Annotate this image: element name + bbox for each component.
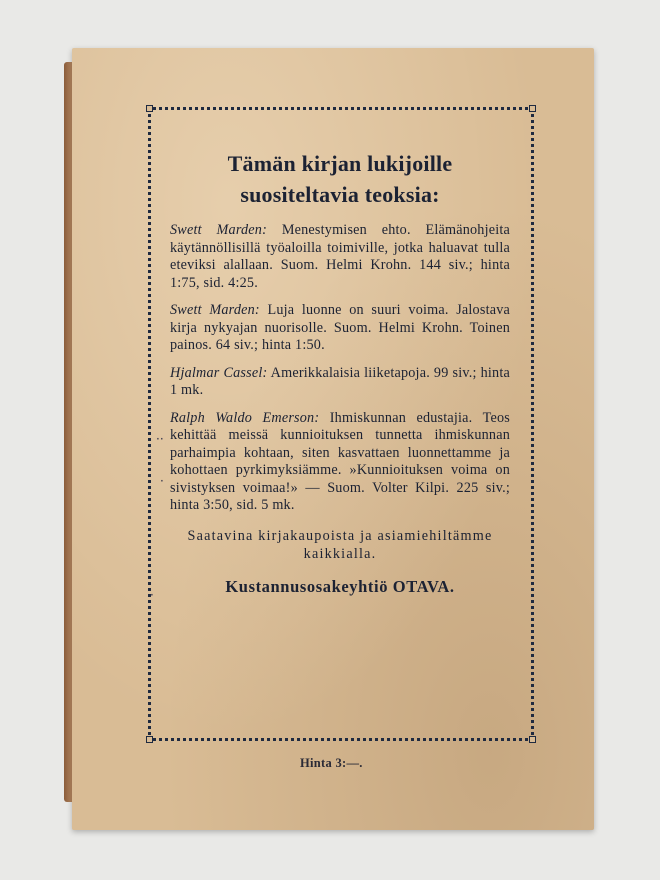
- book-description: Amerikkalaisia liiketapoja. 99 siv.; hinta 1 mk.: [170, 364, 510, 398]
- book-description: Ihmiskunnan edustajia. Teos kehittää meissä kunnioituksen tunnetta ihmiskunnan parhaimpia kohtaan, siten kasvattaen luonnettamme ja kohottaen pyrkimyksiämme. »Kunnioituksen voima on sivistyksen voimaa!» — Suom. Volter Kilpi. 225 siv.; hinta 3:50, sid. 5 mk.: [170, 409, 511, 513]
- ink-speck-mark: ··: [156, 432, 164, 446]
- frame-corner-ornament: [146, 736, 153, 743]
- book-author: Swett Marden:: [170, 302, 260, 318]
- book-description: Luja luonne on suuri voima. Jalostava kirja nykyajan nuorisolle. Suom. Helmi Krohn. Toinen painos. 64 siv.; hinta 1:50.: [170, 302, 511, 353]
- frame-corner-ornament: [529, 105, 536, 112]
- ink-speck-mark: ·: [150, 588, 154, 602]
- book-entry: [170, 410, 510, 515]
- page-heading: Tämän kirjan lukijoille suositeltavia teoksia:: [227, 151, 453, 207]
- price-label: Hinta 3:—.: [300, 756, 363, 770]
- book-author: Swett Marden:: [170, 222, 268, 238]
- availability-note: Saatavina kirjakaupoista ja asiamiehiltämme kaikkialla.: [187, 527, 493, 562]
- frame-corner-ornament: [529, 736, 536, 743]
- book-description: Menestymisen ehto. Elämänohjeita käytännöllisillä työaloilla toimiville, jotka haluavat tulla eteviksi alallaan. Suom. Helmi Krohn. 144 siv.; hinta 1:75, sid. 4:25.: [170, 222, 511, 291]
- recommended-books-list: [170, 148, 510, 597]
- ink-speck-mark: ·: [160, 474, 164, 488]
- publisher-name: Kustannusosakeyhtiö OTAVA.: [225, 576, 455, 596]
- book-author: Ralph Waldo Emerson:: [170, 409, 320, 426]
- book-author: Hjalmar Cassel:: [170, 364, 268, 381]
- book-entry: [170, 302, 510, 355]
- book-entry: [170, 222, 510, 292]
- frame-corner-ornament: [146, 105, 153, 112]
- book-entry: [170, 365, 510, 400]
